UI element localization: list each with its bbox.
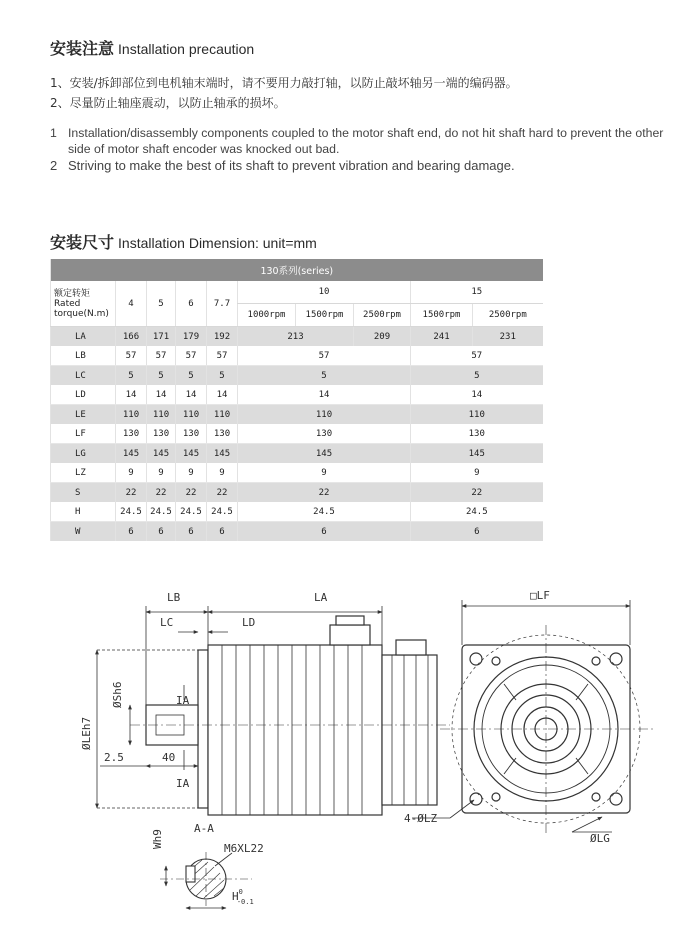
table-cell: 24.5 bbox=[147, 502, 176, 522]
label-flange-dia: ØLEh7 bbox=[80, 716, 93, 750]
table-cell: 14 bbox=[116, 385, 147, 405]
key-height-letter: H bbox=[232, 890, 239, 903]
table-cell: 24.5 bbox=[176, 502, 207, 522]
table-cell: 6 bbox=[147, 522, 176, 542]
series-label: 130系列(series) bbox=[51, 259, 543, 281]
table-row-la bbox=[51, 327, 543, 347]
table-row-lb bbox=[51, 346, 543, 366]
torque-cell: 7.7 bbox=[207, 281, 238, 327]
table-row-s bbox=[51, 483, 543, 503]
table-cell: 9 bbox=[176, 463, 207, 483]
torque-cell: 4 bbox=[116, 281, 147, 327]
torque-cell: 6 bbox=[176, 281, 207, 327]
note-text: Installation/disassembly components coupled to the motor shaft end, do not hit shaft hard to prevent the other side of motor shaft encoder was knocked out bad. bbox=[68, 126, 664, 156]
table-cell: 110 bbox=[411, 405, 543, 425]
table-cell: 130 bbox=[147, 424, 176, 444]
label-ia-top: IA bbox=[176, 694, 190, 707]
label-shaft-dia: ØSh6 bbox=[111, 681, 124, 708]
table-cell: 22 bbox=[147, 483, 176, 503]
row-label: LE bbox=[51, 405, 116, 425]
precaution-note-cn-1: 1、安装/拆卸部位到电机轴末端时，请不要用力敲打轴，以防止敲坏轴另一端的编码器。 bbox=[50, 76, 518, 90]
row-label: LF bbox=[51, 424, 116, 444]
table-cell: 231 bbox=[473, 327, 543, 347]
table-cell: 145 bbox=[207, 444, 238, 464]
table-cell: 110 bbox=[238, 405, 411, 425]
mount-flange bbox=[198, 650, 208, 808]
table-cell: 171 bbox=[147, 327, 176, 347]
label-ia-bottom: IA bbox=[176, 777, 190, 790]
table-cell: 6 bbox=[207, 522, 238, 542]
row-label: H bbox=[51, 502, 116, 522]
table-cell: 57 bbox=[147, 346, 176, 366]
power-connector bbox=[330, 625, 370, 645]
encoder-connector bbox=[396, 640, 426, 655]
precaution-note-cn-2: 2、尽量防止轴座震动，以防止轴承的损坏。 bbox=[50, 96, 286, 110]
dimension-heading bbox=[50, 230, 317, 253]
note-number: 1 bbox=[50, 126, 57, 140]
table-cell: 209 bbox=[354, 327, 411, 347]
table-cell: 6 bbox=[116, 522, 147, 542]
table-row-w bbox=[51, 522, 543, 542]
rpm-cell: 1000rpm bbox=[238, 304, 296, 327]
table-cell: 22 bbox=[411, 483, 543, 503]
table-cell: 130 bbox=[207, 424, 238, 444]
table-row-lg bbox=[51, 444, 543, 464]
key-height-lower-tol: -0.1 bbox=[236, 898, 254, 906]
row-label: LA bbox=[51, 327, 116, 347]
table-cell: 9 bbox=[238, 463, 411, 483]
table-cell: 24.5 bbox=[411, 502, 543, 522]
key-height-upper-tol: 0 bbox=[238, 888, 243, 896]
table-cell: 130 bbox=[411, 424, 543, 444]
label-lb: LB bbox=[167, 591, 181, 604]
table-cell: 14 bbox=[207, 385, 238, 405]
label-key-width: Wh9 bbox=[151, 829, 164, 849]
table-cell: 5 bbox=[411, 366, 543, 386]
table-cell: 179 bbox=[176, 327, 207, 347]
label-ld: LD bbox=[242, 616, 256, 629]
label-key-height bbox=[232, 888, 254, 906]
rpm-cell: 1500rpm bbox=[296, 304, 354, 327]
table-row-le bbox=[51, 405, 543, 425]
table-cell: 14 bbox=[176, 385, 207, 405]
label-lf: □LF bbox=[530, 589, 550, 602]
table-row-lc bbox=[51, 366, 543, 386]
row-label: LG bbox=[51, 444, 116, 464]
precaution-heading bbox=[50, 36, 254, 59]
label-section: A-A bbox=[194, 822, 214, 835]
row-label: LD bbox=[51, 385, 116, 405]
table-cell: 57 bbox=[411, 346, 543, 366]
table-cell: 145 bbox=[147, 444, 176, 464]
table-cell: 130 bbox=[238, 424, 411, 444]
torque-cell: 5 bbox=[147, 281, 176, 327]
table-cell: 130 bbox=[116, 424, 147, 444]
table-cell: 241 bbox=[411, 327, 473, 347]
table-cell: 110 bbox=[147, 405, 176, 425]
rated-label-cn: 额定转矩 bbox=[54, 288, 91, 299]
table-row-h bbox=[51, 502, 543, 522]
note-text: Striving to make the best of its shaft to prevent vibration and bearing damage. bbox=[68, 158, 515, 173]
table-cell: 6 bbox=[176, 522, 207, 542]
row-label: S bbox=[51, 483, 116, 503]
label-pcd: ØLG bbox=[590, 832, 610, 845]
table-cell: 5 bbox=[176, 366, 207, 386]
table-row-lz bbox=[51, 463, 543, 483]
table-cell: 145 bbox=[411, 444, 543, 464]
series-row bbox=[51, 259, 543, 281]
row-label: LZ bbox=[51, 463, 116, 483]
table-cell: 192 bbox=[207, 327, 238, 347]
rpm-cell: 2500rpm bbox=[473, 304, 543, 327]
label-holes: 4-ØLZ bbox=[404, 812, 438, 825]
table-cell: 14 bbox=[411, 385, 543, 405]
label-thread: M6XL22 bbox=[224, 842, 264, 855]
table-cell: 5 bbox=[207, 366, 238, 386]
table-cell: 213 bbox=[238, 327, 354, 347]
label-dim-25: 2.5 bbox=[104, 751, 124, 764]
table-cell: 57 bbox=[176, 346, 207, 366]
table-cell: 9 bbox=[147, 463, 176, 483]
table-cell: 110 bbox=[207, 405, 238, 425]
note-number: 2 bbox=[50, 158, 58, 173]
table-cell: 145 bbox=[176, 444, 207, 464]
motor-body bbox=[208, 645, 382, 815]
dimension-title-cn: 安装尺寸 bbox=[50, 233, 115, 252]
dimension-title-en: Installation Dimension: unit=mm bbox=[118, 235, 317, 251]
rpm-cell: 2500rpm bbox=[354, 304, 411, 327]
rated-label-en: Rated bbox=[54, 298, 81, 309]
torque-row bbox=[51, 281, 543, 304]
precaution-title-cn: 安装注意 bbox=[50, 39, 115, 58]
table-cell: 6 bbox=[238, 522, 411, 542]
row-label: LC bbox=[51, 366, 116, 386]
label-lc: LC bbox=[160, 616, 174, 629]
table-cell: 110 bbox=[176, 405, 207, 425]
table-cell: 14 bbox=[238, 385, 411, 405]
label-dim-40: 40 bbox=[162, 751, 176, 764]
table-cell: 145 bbox=[238, 444, 411, 464]
table-cell: 24.5 bbox=[116, 502, 147, 522]
label-la: LA bbox=[314, 591, 328, 604]
precaution-note-en-2 bbox=[50, 158, 680, 174]
table-cell: 5 bbox=[147, 366, 176, 386]
rated-label-unit: torque(N.m) bbox=[54, 308, 109, 319]
table-cell: 24.5 bbox=[207, 502, 238, 522]
torque-cell: 10 bbox=[238, 281, 411, 304]
table-row-lf bbox=[51, 424, 543, 444]
table-cell: 57 bbox=[238, 346, 411, 366]
precaution-title-en: Installation precaution bbox=[118, 41, 255, 57]
table-cell: 22 bbox=[116, 483, 147, 503]
precaution-note-en-1 bbox=[50, 125, 680, 157]
table-cell: 57 bbox=[207, 346, 238, 366]
table-cell: 22 bbox=[207, 483, 238, 503]
table-row-ld bbox=[51, 385, 543, 405]
table-cell: 9 bbox=[116, 463, 147, 483]
table-cell: 110 bbox=[116, 405, 147, 425]
row-label: W bbox=[51, 522, 116, 542]
table-cell: 14 bbox=[147, 385, 176, 405]
table-cell: 24.5 bbox=[238, 502, 411, 522]
dimension-table bbox=[50, 259, 543, 541]
table-cell: 57 bbox=[116, 346, 147, 366]
table-cell: 5 bbox=[238, 366, 411, 386]
motor-dimension-drawing bbox=[0, 570, 700, 927]
table-cell: 166 bbox=[116, 327, 147, 347]
table-cell: 5 bbox=[116, 366, 147, 386]
rpm-cell: 1500rpm bbox=[411, 304, 473, 327]
encoder-housing bbox=[382, 655, 437, 805]
table-cell: 130 bbox=[176, 424, 207, 444]
table-cell: 6 bbox=[411, 522, 543, 542]
torque-cell: 15 bbox=[411, 281, 543, 304]
table-cell: 22 bbox=[238, 483, 411, 503]
table-cell: 9 bbox=[411, 463, 543, 483]
table-cell: 9 bbox=[207, 463, 238, 483]
row-label: LB bbox=[51, 346, 116, 366]
table-cell: 145 bbox=[116, 444, 147, 464]
table-cell: 22 bbox=[176, 483, 207, 503]
rated-torque-label bbox=[51, 281, 116, 327]
